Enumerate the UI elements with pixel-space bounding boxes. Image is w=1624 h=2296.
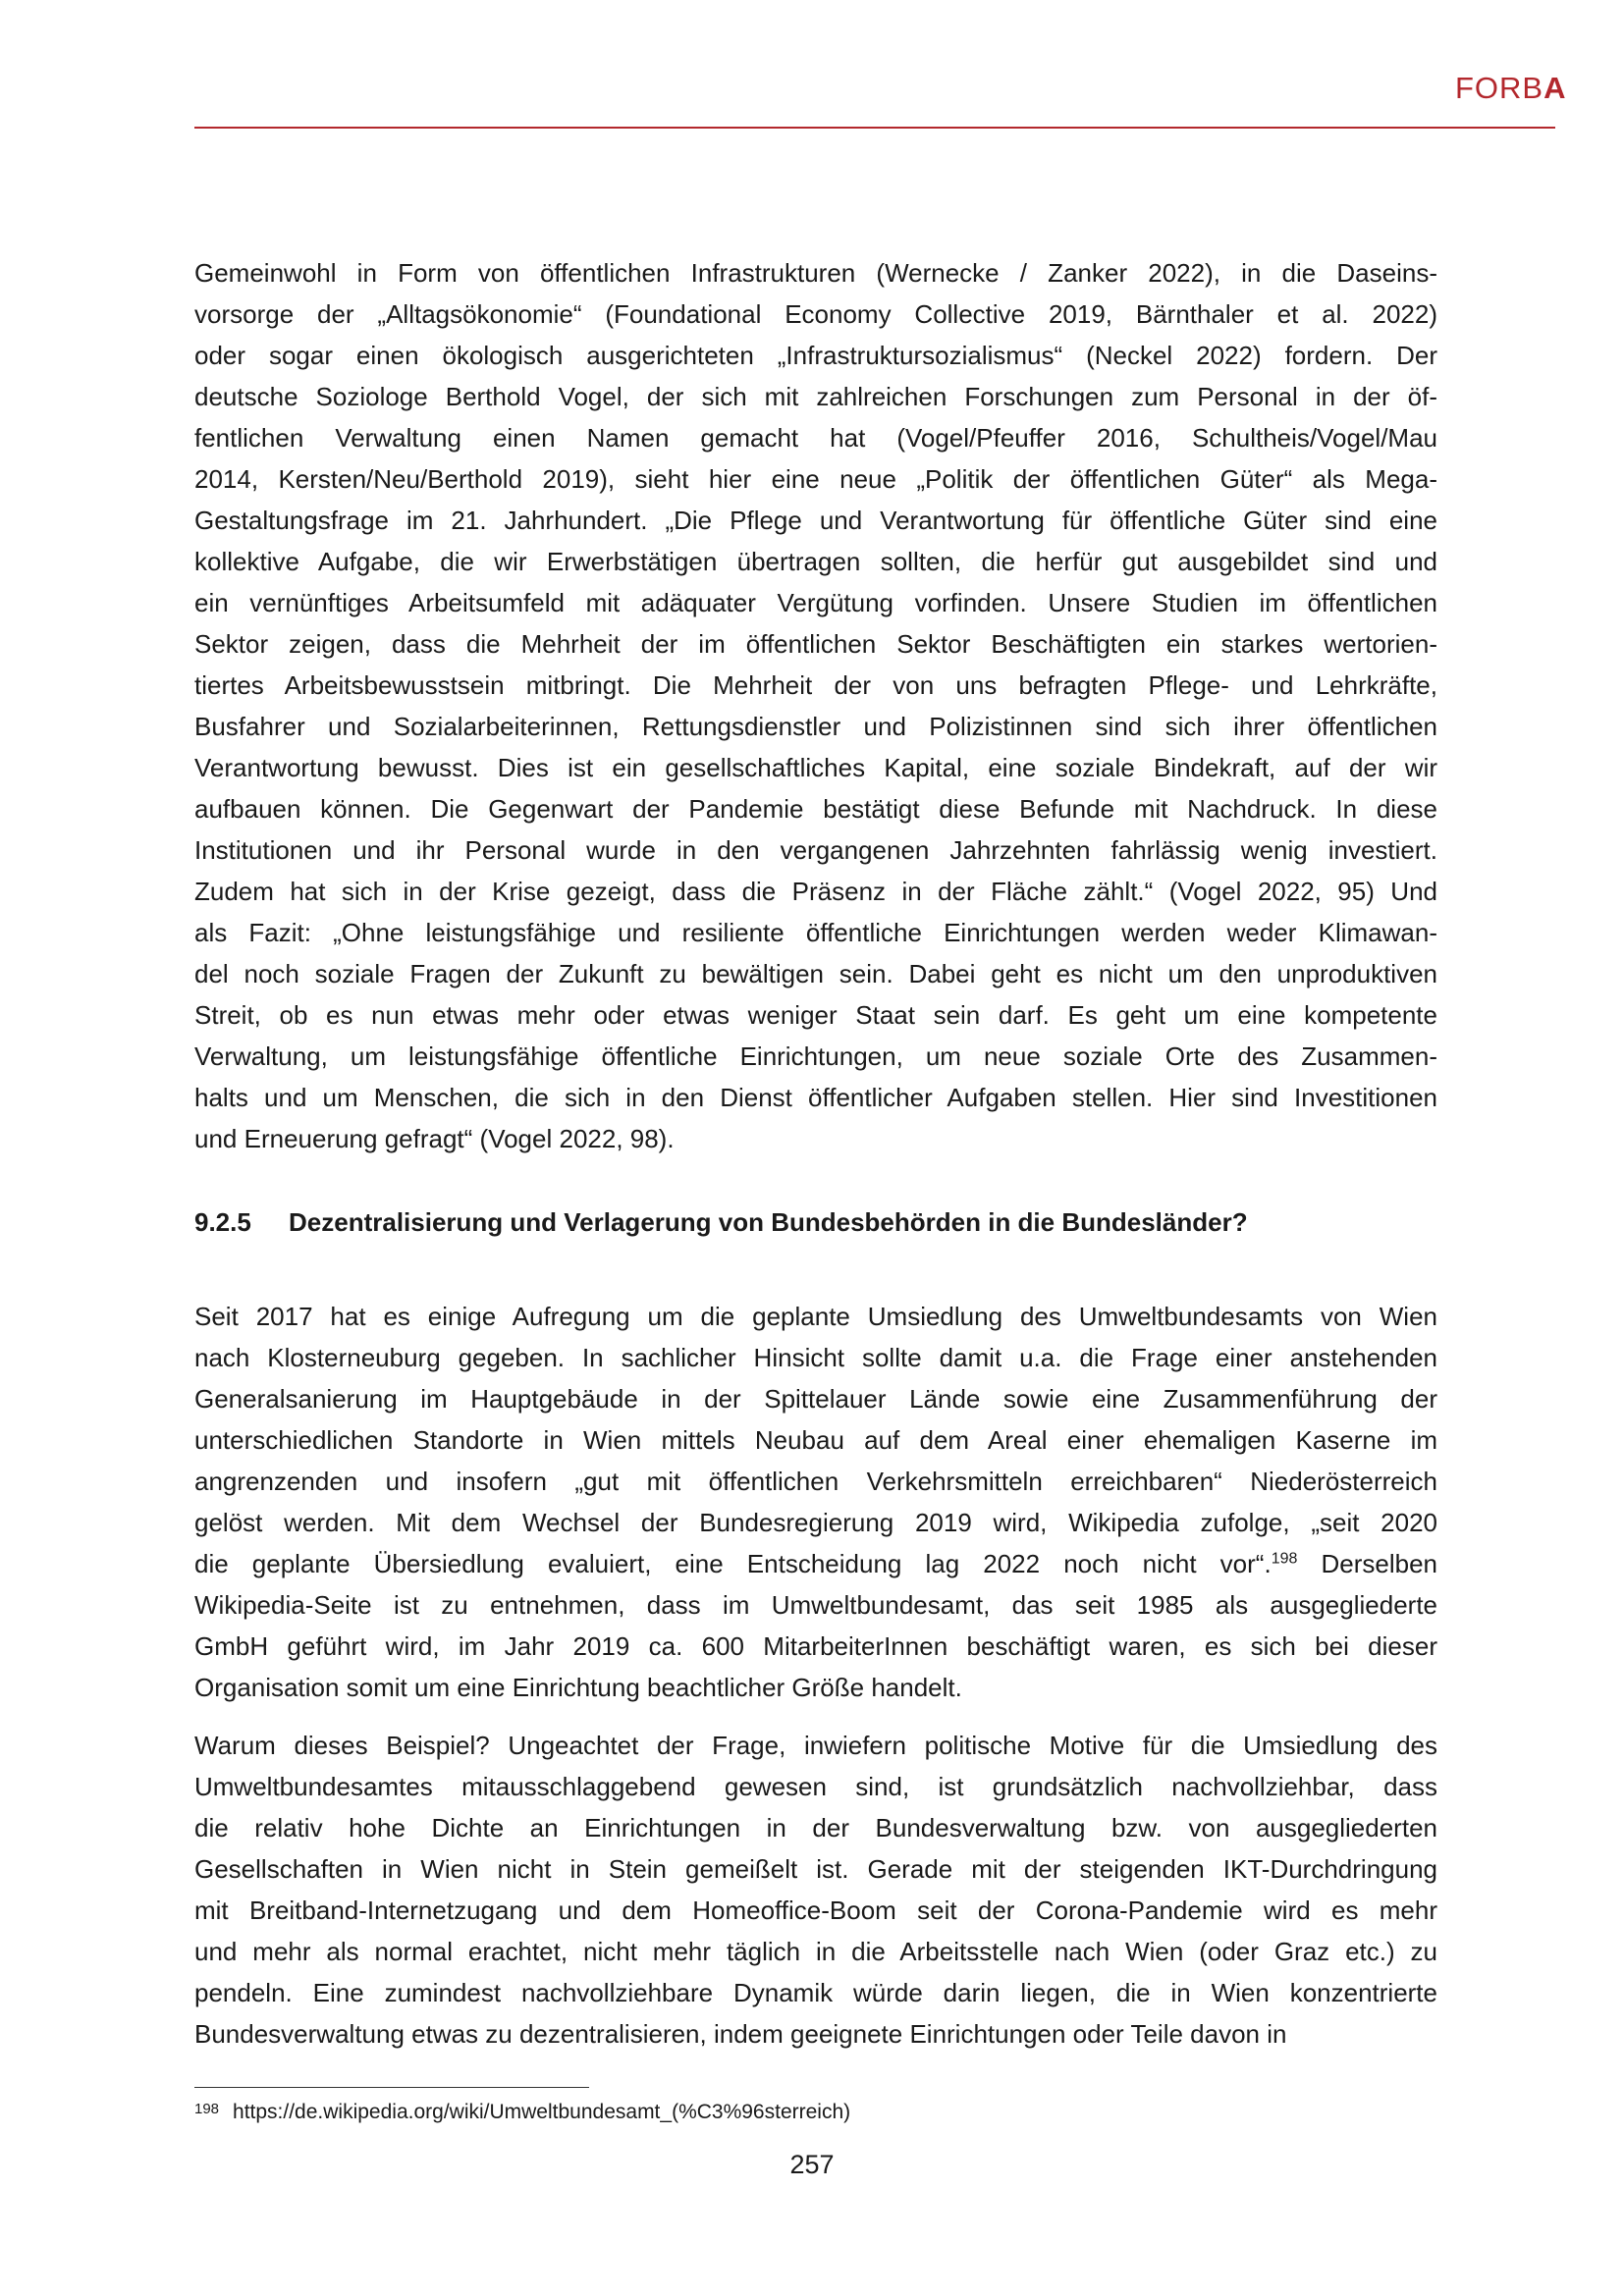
footnote [194,2101,850,2124]
section-heading [194,1207,1248,1238]
text-line: Busfahrer und Sozialarbeiterinnen, Rettungsdienstler und Polizistinnen sind sich ihrer öffentlichen [194,712,1437,741]
text-line: mit Breitband-Internetzugang und dem Homeoffice-Boom seit der Corona-Pandemie wird es mehr [194,1896,1437,1925]
header-rule [194,127,1555,129]
text-line: Streit, ob es nun etwas mehr oder etwas weniger Staat sein darf. Es geht um eine kompetente [194,1000,1437,1030]
text-line: del noch soziale Fragen der Zukunft zu bewältigen sein. Dabei geht es nicht um den unproduktiven [194,959,1437,988]
text-line: gelöst werden. Mit dem Wechsel der Bundesregierung 2019 wird, Wikipedia zufolge, „seit 2020 [194,1508,1437,1537]
text-fragment: Derselben [1297,1549,1437,1578]
text-line: die geplante Übersiedlung evaluiert, eine Entscheidung lag 2022 noch nicht vor“.$^{198}$ Derselben [194,1549,1437,1578]
text-line: angrenzenden und insofern „gut mit öffentlichen Verkehrsmitteln erreichbaren“ Niederösterreich [194,1467,1437,1496]
text-line: oder sogar einen ökologisch ausgerichteten „Infrastruktursozialismus“ (Neckel 2022) fordern. Der [194,341,1437,370]
text-line: aufbauen können. Die Gegenwart der Pandemie bestätigt diese Befunde mit Nachdruck. In diese [194,794,1437,824]
text-line: Institutionen und ihr Personal wurde in den vergangenen Jahrzehnten fahrlässig wenig investiert. [194,835,1437,865]
text-line: halts und um Menschen, die sich in den Dienst öffentlicher Aufgaben stellen. Hier sind Investitionen [194,1083,1437,1112]
paragraph-2 [194,1296,1437,1708]
text-line: tiertes Arbeitsbewusstsein mitbringt. Die Mehrheit der von uns befragten Pflege- und Lehrkräfte, [194,670,1437,700]
text-line: 2014, Kersten/Neu/Berthold 2019), sieht hier eine neue „Politik der öffentlichen Güter“ als Mega- [194,464,1437,494]
paragraph-1 [194,252,1437,1159]
logo-text-bold: A [1543,71,1567,105]
text-line: Wikipedia-Seite ist zu entnehmen, dass im Umweltbundesamt, das seit 1985 als ausgegliederte [194,1590,1437,1620]
text-line: Generalsanierung im Hauptgebäude in der Spittelauer Lände sowie eine Zusammenführung der [194,1384,1437,1414]
logo-text: FORB [1455,71,1544,105]
page-number: 257 [789,2150,835,2179]
footnote-link[interactable]: https://de.wikipedia.org/wiki/Umweltbundesamt_(%C3%96sterreich) [233,2101,851,2123]
text-line: und Erneuerung gefragt“ (Vogel 2022, 98). [194,1124,675,1153]
text-line: Seit 2017 hat es einige Aufregung um die geplante Umsiedlung des Umweltbundesamts von Wien [194,1302,1437,1331]
section-title: Dezentralisierung und Verlagerung von Bundesbehörden in die Bundesländer? [289,1207,1248,1237]
text-line: als Fazit: „Ohne leistungsfähige und resiliente öffentliche Einrichtungen werden weder Klimawan- [194,918,1437,947]
text-line: Gestaltungsfrage im 21. Jahrhundert. „Die Pflege und Verantwortung für öffentliche Güter sind eine [194,506,1437,535]
text-line: deutsche Soziologe Berthold Vogel, der sich mit zahlreichen Forschungen zum Personal in der öf- [194,382,1437,411]
text-line: vorsorge der „Alltagsökonomie“ (Foundational Economy Collective 2019, Bärnthaler et al. 2022) [194,299,1437,329]
text-line: Verantwortung bewusst. Dies ist ein gesellschaftliches Kapital, eine soziale Bindekraft, auf der wir [194,753,1437,782]
text-line: Zudem hat sich in der Krise gezeigt, dass die Präsenz in der Fläche zählt.“ (Vogel 2022, 95) Und [194,877,1437,906]
text-line: Umweltbundesamtes mitausschlaggebend gewesen sind, ist grundsätzlich nachvollziehbar, dass [194,1772,1437,1801]
text-line: ein vernünftiges Arbeitsumfeld mit adäquater Vergütung vorfinden. Unsere Studien im öffentlichen [194,588,1437,617]
text-line: Bundesverwaltung etwas zu dezentralisieren, indem geeignete Einrichtungen oder Teile davon in [194,2019,1287,2049]
text-line: Organisation somit um eine Einrichtung beachtlicher Größe handelt. [194,1673,962,1702]
text-line: Verwaltung, um leistungsfähige öffentliche Einrichtungen, um neue soziale Orte des Zusammen- [194,1041,1437,1071]
text-line: Gesellschaften in Wien nicht in Stein gemeißelt ist. Gerade mit der steigenden IKT-Durchdringung [194,1854,1437,1884]
section-number: 9.2.5 [194,1207,251,1237]
footnote-number: 198 [194,2101,220,2117]
forba-logo [1455,71,1567,106]
text-line: GmbH geführt wird, im Jahr 2019 ca. 600 MitarbeiterInnen beschäftigt waren, es sich bei dieser [194,1631,1437,1661]
text-line: Sektor zeigen, dass die Mehrheit der im öffentlichen Sektor Beschäftigten ein starkes wertorien- [194,629,1437,659]
text-line: unterschiedlichen Standorte in Wien mittels Neubau auf dem Areal einer ehemaligen Kaserne im [194,1425,1437,1455]
text-line: Warum dieses Beispiel? Ungeachtet der Frage, inwiefern politische Motive für die Umsiedlung des [194,1731,1437,1760]
text-line: die relativ hohe Dichte an Einrichtungen in der Bundesverwaltung bzw. von ausgegliederten [194,1813,1437,1842]
text-line: pendeln. Eine zumindest nachvollziehbare Dynamik würde darin liegen, die in Wien konzentrierte [194,1978,1437,2007]
text-line: kollektive Aufgabe, die wir Erwerbstätigen übertragen sollten, die herfür gut ausgebildet sind und [194,547,1437,576]
text-line: und mehr als normal erachtet, nicht mehr täglich in die Arbeitsstelle nach Wien (oder Graz etc.) zu [194,1937,1437,1966]
text-line: nach Klosterneuburg gegeben. In sachlicher Hinsicht sollte damit u.a. die Frage einer anstehenden [194,1343,1437,1372]
paragraph-3 [194,1725,1437,2055]
footnote-rule [194,2087,589,2088]
text-line: fentlichen Verwaltung einen Namen gemacht hat (Vogel/Pfeuffer 2016, Schultheis/Vogel/Mau [194,423,1437,453]
text-line: Gemeinwohl in Form von öffentlichen Infrastrukturen (Wernecke / Zanker 2022), in die Daseins- [194,258,1437,288]
footnote-reference[interactable]: 198 [1271,1550,1298,1568]
